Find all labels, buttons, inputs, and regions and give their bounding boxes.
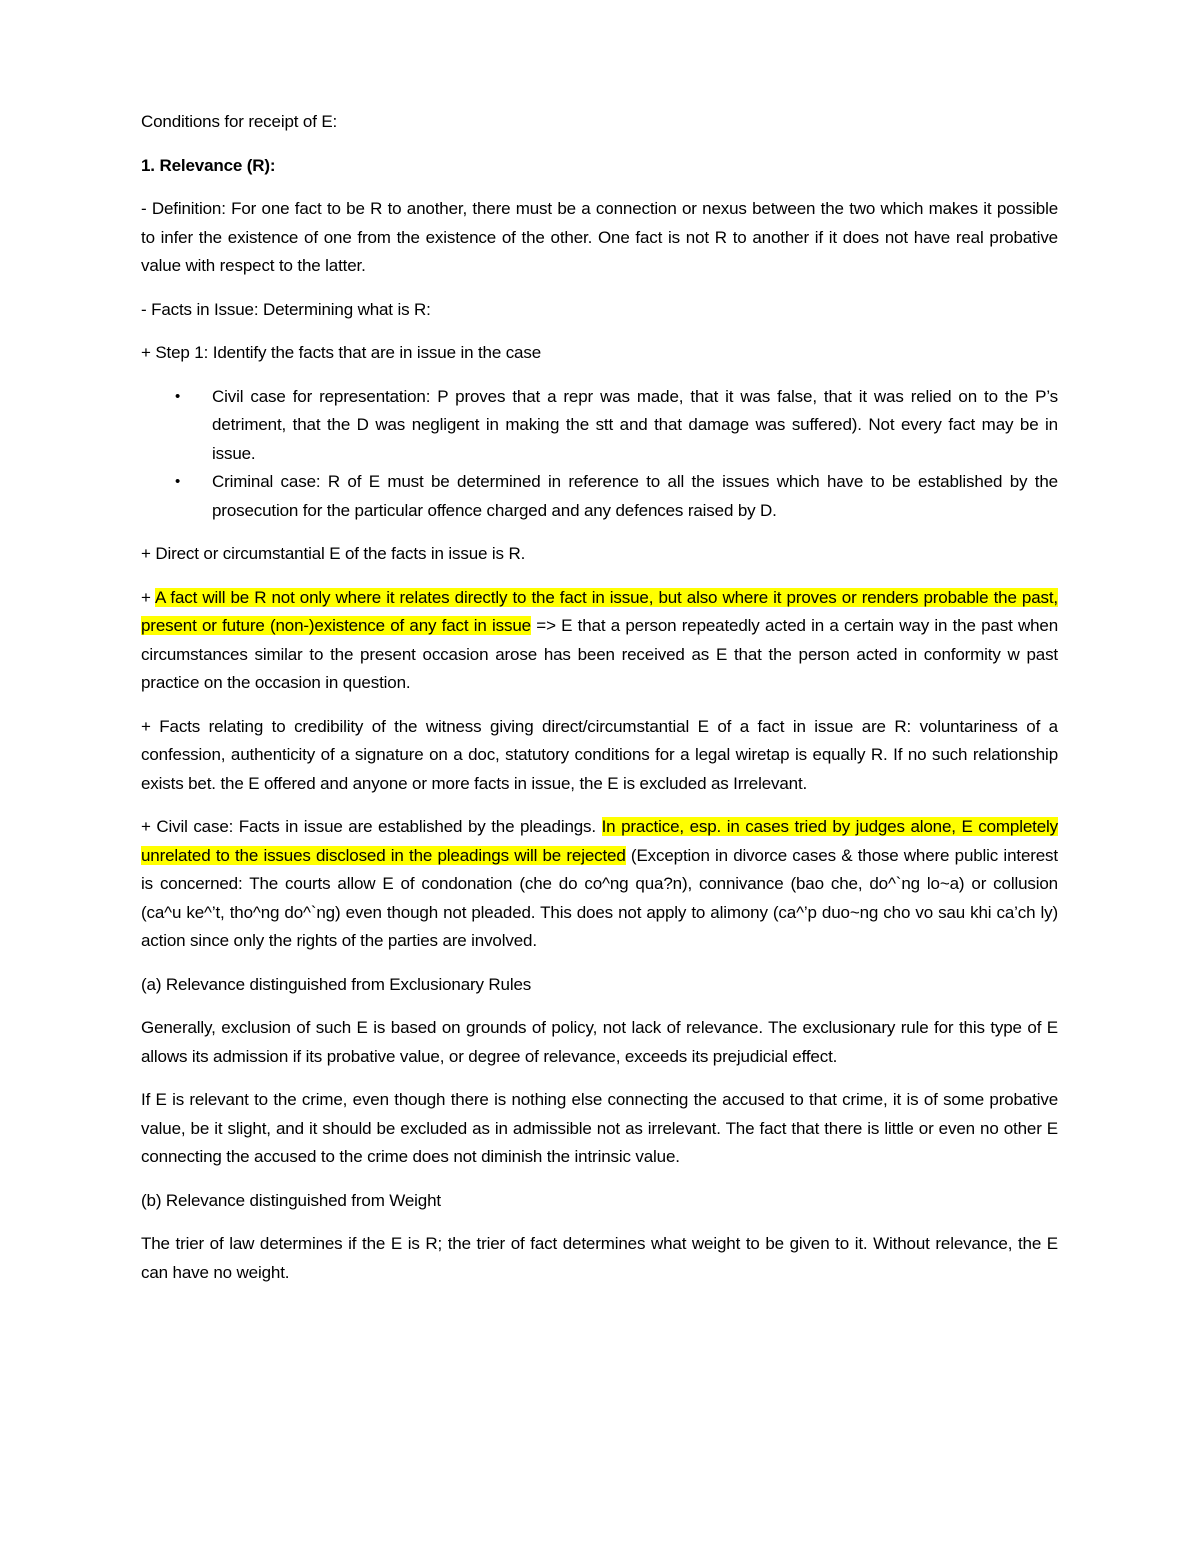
list-item-text: Civil case for representation: P proves that a repr was made, that it was false, that it was relied on to the P’s detriment, that the D was negligent in making the stt and that damage was suffered). Not every fact may be in issue. (212, 386, 1058, 463)
highlighted-text: A fact will be R not only where it relates directly to the fact in issue, but also where it proves or renders probable the past, present or future (non-)existence of any fact in issue (141, 587, 1058, 635)
bullet-icon: • (175, 473, 181, 490)
subsection-b-paragraph-1: The trier of law determines if the E is R; the trier of fact determines what weight to be given to it. Without relevance, the E can have no weight. (141, 1234, 1058, 1282)
bullet-icon: • (175, 387, 181, 405)
paragraph-text: => E that a person repeatedly acted in a certain way in the past when circumstances similar to the present occasion arose has been received as E that the person acted in conformity w past practice on the occasion in question. (141, 616, 1058, 692)
facts-in-issue-heading: - Facts in Issue: Determining what is R: (141, 299, 431, 319)
subsection-b-heading: (b) Relevance distinguished from Weight (141, 1190, 441, 1210)
subsection-a-paragraph-1: Generally, exclusion of such E is based on grounds of policy, not lack of relevance. The exclusionary rule for this type of E allows its admission if its probative value, or degree of relevance, exceeds its prejudicial effect. (141, 1018, 1058, 1066)
section-heading-relevance: 1. Relevance (R): (141, 155, 276, 175)
civil-case-paragraph (141, 813, 1058, 956)
credibility-paragraph: + Facts relating to credibility of the witness giving direct/circumstantial E of a fact in issue are R: voluntariness of a confession, authenticity of a signature on a doc, statutory conditions for a legal wiretap is equally R. If no such relationship exists bet. the E offered and anyone or more facts in issue, the E is excluded as Irrelevant. (141, 716, 1058, 793)
fact-relevance-paragraph (141, 584, 1058, 698)
subsection-a-heading: (a) Relevance distinguished from Exclusionary Rules (141, 974, 532, 994)
direct-circumstantial-paragraph: + Direct or circumstantial E of the facts in issue is R. (141, 544, 526, 563)
paragraph-prefix: + Civil case: Facts in issue are established by the pleadings. (141, 817, 602, 836)
list-item (175, 383, 1058, 469)
document-page (141, 108, 1058, 1302)
step-1-paragraph: + Step 1: Identify the facts that are in issue in the case (141, 343, 542, 362)
case-type-list (141, 383, 1058, 526)
list-item-text: Criminal case: R of E must be determined in reference to all the issues which have to be established by the prosecution for the particular offence charged and any defences raised by D. (212, 472, 1058, 520)
highlighted-text: In practice, esp. in cases tried by judges alone, E completely unrelated to the issues disclosed in the pleadings will be rejected (141, 817, 1058, 865)
list-item (175, 468, 1058, 525)
paragraph-prefix: + (141, 587, 155, 607)
paragraph-text: (Exception in divorce cases & those where public interest is concerned: The courts allow E of condonation (che do co^ng qua?n), connivance (bao che, do^`ng lo~a) or collusion (ca^u ke^’t, tho^ng do^`ng) even though not pleaded. This does not apply to alimony (ca^’p duo~ng cho vo sau khi ca’ch ly) action since only the rights of the parties are involved. (141, 845, 1058, 950)
definition-paragraph: - Definition: For one fact to be R to another, there must be a connection or nexus between the two which makes it possible to infer the existence of one from the existence of the other. One fact is not R to another if it does not have real probative value with respect to the latter. (141, 199, 1058, 275)
subsection-a-paragraph-2: If E is relevant to the crime, even though there is nothing else connecting the accused to that crime, it is of some probative value, be it slight, and it should be excluded as in admissible not as irrelevant. The fact that there is little or even no other E connecting the accused to the crime does not diminish the intrinsic value. (141, 1090, 1058, 1166)
document-title: Conditions for receipt of E: (141, 112, 338, 131)
